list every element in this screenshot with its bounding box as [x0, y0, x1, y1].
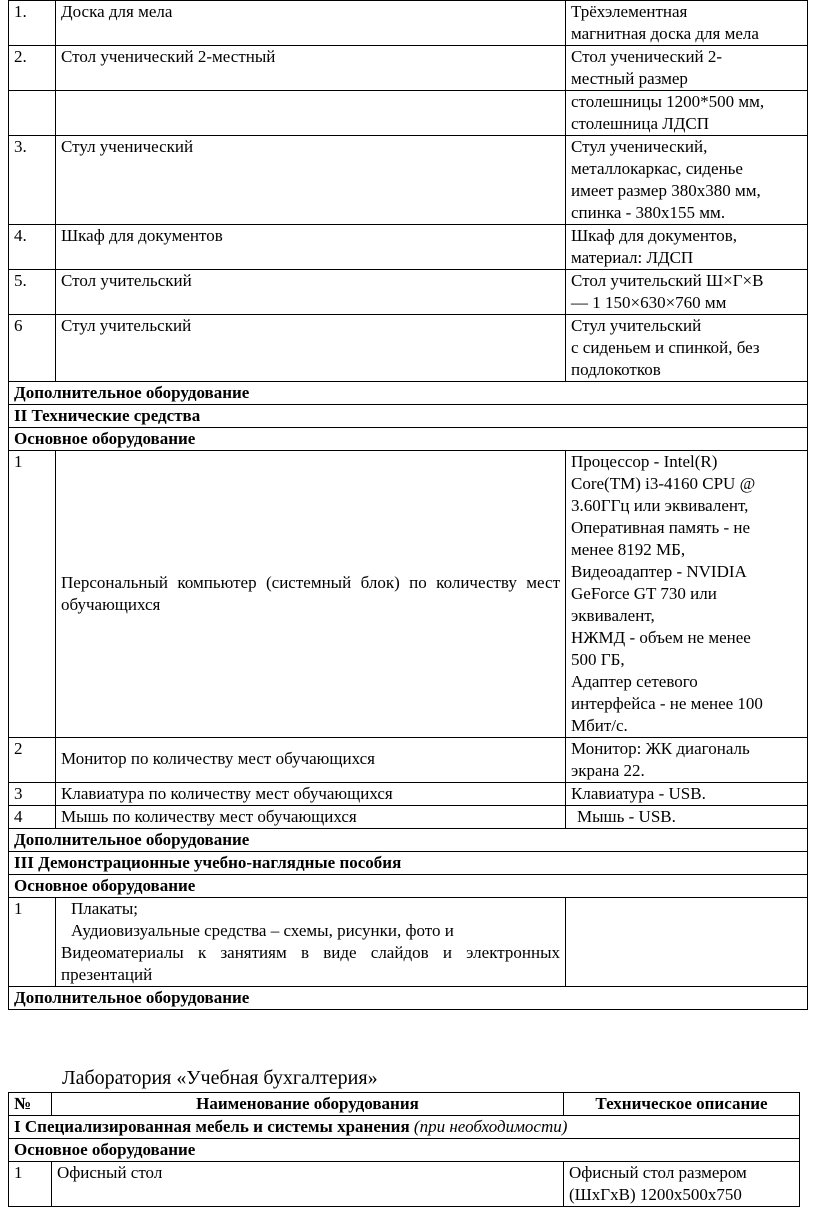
table-row: [9, 451, 808, 738]
table-row: [9, 806, 808, 829]
table-row: [9, 428, 808, 451]
table-row: [9, 829, 808, 852]
equipment-description: [566, 315, 808, 382]
table-row: [9, 1139, 800, 1162]
section-note: (при необходимости): [413, 1117, 568, 1136]
equipment-description: [566, 270, 808, 315]
row-number: 4: [9, 806, 56, 829]
equipment-description: Мышь - USB.: [566, 806, 808, 829]
description-line: Монитор: ЖК диагональ: [571, 739, 750, 758]
lab-title: Лаборатория «Учебная бухгалтерия»: [62, 1067, 378, 1089]
column-header-description: Техническое описание: [564, 1093, 800, 1116]
basic-equipment-heading: Основное оборудование: [9, 875, 808, 898]
row-number: 6: [9, 315, 56, 382]
table-row: [9, 270, 808, 315]
aids-line: Видеоматериалы к занятиям в виде слайдов и электронных презентаций: [61, 943, 560, 984]
equipment-description: [566, 898, 808, 987]
basic-equipment-heading: Основное оборудование: [9, 1139, 800, 1162]
table-row: [9, 738, 808, 783]
table-row: [9, 405, 808, 428]
description-line: материал: ЛДСП: [571, 248, 694, 267]
description-line: Оперативная память - не: [571, 518, 750, 537]
additional-equipment-heading: Дополнительное оборудование: [9, 987, 808, 1010]
equipment-name: Стул учительский: [56, 315, 566, 382]
table-row: [9, 91, 808, 136]
table-row: [9, 1162, 800, 1207]
equipment-description: [566, 91, 808, 136]
description-line: местный размер: [571, 69, 688, 88]
description-line: магнитная доска для мела: [571, 24, 759, 43]
description-line: металлокаркас, сиденье: [571, 159, 743, 178]
equipment-table-2: [8, 1092, 800, 1207]
furniture-rows: [9, 1, 808, 382]
row-number: 3.: [9, 136, 56, 225]
equipment-name: Стул ученический: [56, 136, 566, 225]
equipment-description: [566, 136, 808, 225]
additional-equipment-heading: Дополнительное оборудование: [9, 829, 808, 852]
row-number: [9, 91, 56, 136]
equipment-name: Стол учительский: [56, 270, 566, 315]
description-line: Трёхэлементная: [571, 2, 688, 21]
description-line: 500 ГБ,: [571, 650, 625, 669]
description-line: имеет размер 380х380 мм,: [571, 181, 761, 200]
description-line: Мбит/с.: [571, 716, 628, 735]
description-line: спинка - 380х155 мм.: [571, 203, 726, 222]
description-line: экрана 22.: [571, 761, 645, 780]
equipment-description: Клавиатура - USB.: [566, 783, 808, 806]
description-lines: [571, 451, 802, 737]
equipment-name: Персональный компьютер (системный блок) по количеству мест обучающихся: [56, 451, 566, 738]
table-row: [9, 225, 808, 270]
table-row: [9, 1116, 800, 1139]
description-lines: [569, 1162, 794, 1206]
description-line: столешница ЛДСП: [571, 114, 709, 133]
equipment-table-1: [8, 0, 808, 1010]
description-line: Стул учительский: [571, 316, 702, 335]
description-line: подлокотков: [571, 360, 661, 379]
table-row: [9, 898, 808, 987]
equipment-name: Клавиатура по количеству мест обучающихся: [56, 783, 566, 806]
row-number: 4.: [9, 225, 56, 270]
column-header-number: №: [9, 1093, 52, 1116]
section-title: I Специализированная мебель и системы хранения: [14, 1117, 410, 1136]
row-number: 1: [9, 451, 56, 738]
table-row: [9, 136, 808, 225]
description-line: Core(TM) i3-4160 CPU @: [571, 474, 756, 493]
equipment-name: Офисный стол: [52, 1162, 564, 1207]
description-line: с сиденьем и спинкой, без: [571, 338, 760, 357]
aids-line: Аудиовизуальные средства – схемы, рисунки, фото и: [71, 921, 454, 940]
equipment-name: Шкаф для документов: [56, 225, 566, 270]
aids-line: Плакаты;: [71, 899, 138, 918]
equipment-name: Доска для мела: [56, 1, 566, 46]
equipment-description: [566, 46, 808, 91]
description-line: — 1 150×630×760 мм: [571, 293, 727, 312]
description-line: Стул ученический,: [571, 137, 708, 156]
row-number: 1: [9, 1162, 52, 1207]
table-row: [9, 875, 808, 898]
equipment-description: [566, 738, 808, 783]
table-row: [9, 987, 808, 1010]
basic-equipment-heading: Основное оборудование: [9, 428, 808, 451]
row-number: 3: [9, 783, 56, 806]
column-header-name: Наименование оборудования: [52, 1093, 564, 1116]
equipment-name: [56, 91, 566, 136]
equipment-description: [564, 1162, 800, 1207]
table-row: [9, 382, 808, 405]
equipment-description: [566, 1, 808, 46]
description-line: Адаптер сетевого: [571, 672, 698, 691]
description-line: Стол ученический 2-: [571, 47, 723, 66]
row-number: 1: [9, 898, 56, 987]
row-number: 5.: [9, 270, 56, 315]
description-line: Видеоадаптер - NVIDIA: [571, 562, 747, 581]
row-number: 2.: [9, 46, 56, 91]
description-line: НЖМД - объем не менее: [571, 628, 751, 647]
description-line: Стол учительский Ш×Г×В: [571, 271, 764, 290]
table-row: [9, 783, 808, 806]
additional-equipment-heading: Дополнительное оборудование: [9, 382, 808, 405]
equipment-name: Монитор по количеству мест обучающихся: [56, 738, 566, 783]
description-line: GeForce GT 730 или: [571, 584, 717, 603]
row-number: 1.: [9, 1, 56, 46]
equipment-name: Мышь по количеству мест обучающихся: [56, 806, 566, 829]
table-header-row: [9, 1093, 800, 1116]
table-row: [9, 852, 808, 875]
description-line: Офисный стол размером: [569, 1163, 747, 1182]
equipment-description: [566, 451, 808, 738]
description-line: (ШхГхВ) 1200х500х750: [569, 1185, 742, 1204]
table-row: [9, 1, 808, 46]
section-heading: II Технические средства: [9, 405, 808, 428]
equipment-description: [566, 225, 808, 270]
description-line: Шкаф для документов,: [571, 226, 737, 245]
section-heading: III Демонстрационные учебно-наглядные пособия: [9, 852, 808, 875]
description-line: столешницы 1200*500 мм,: [571, 92, 765, 111]
section-heading: [9, 1116, 800, 1139]
description-line: 3.60ГГц или эквивалент,: [571, 496, 749, 515]
row-number: 2: [9, 738, 56, 783]
description-line: Процессор - Intel(R): [571, 452, 718, 471]
table-row: [9, 315, 808, 382]
description-lines: [571, 738, 802, 782]
table-row: [9, 46, 808, 91]
description-line: менее 8192 МБ,: [571, 540, 686, 559]
equipment-name: Стол ученический 2-местный: [56, 46, 566, 91]
description-line: интерфейса - не менее 100: [571, 694, 763, 713]
equipment-name: [56, 898, 566, 987]
description-line: эквивалент,: [571, 606, 655, 625]
